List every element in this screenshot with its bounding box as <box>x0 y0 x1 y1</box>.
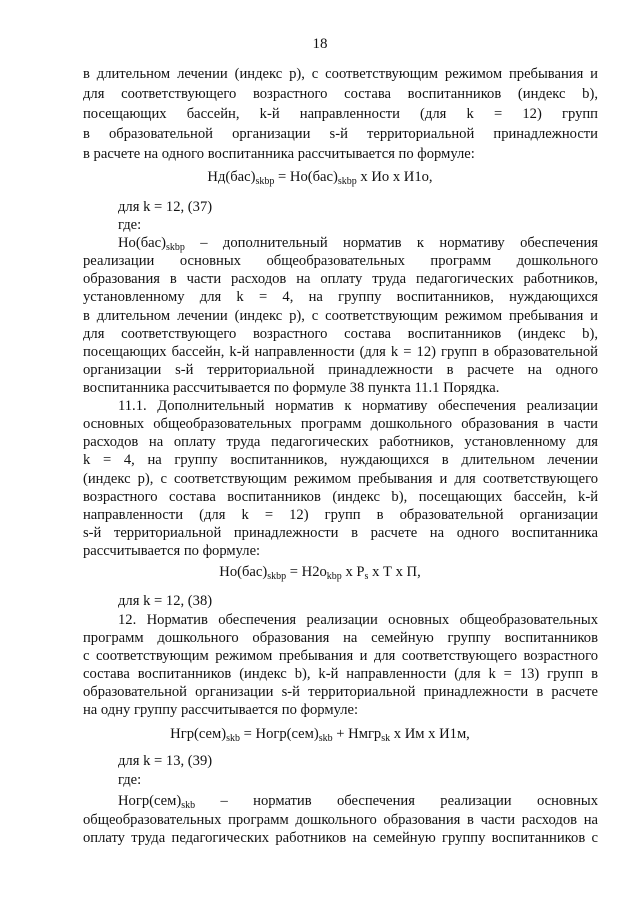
text-line: состава воспитанников (индекс b), k-й направленности (для k = 13) групп в <box>83 666 598 682</box>
text-line: k = 4, на группу воспитанников, нуждающихся в длительном лечении <box>83 452 598 468</box>
text-line: возрастного состава воспитанников (индекс b), посещающих бассейн, k-й <box>83 489 598 505</box>
text-line: s-й территориальной принадлежности в расчете на одного воспитанника <box>83 525 598 541</box>
text-line: в образовательной организации s-й территориальной принадлежности <box>83 126 598 142</box>
text-line: рассчитывается по формуле: <box>83 543 261 559</box>
text-line: расходов на оплату труда педагогических работников, установленному для <box>83 434 598 450</box>
formula-38: $Но(бас)_{skbp} = Н2о_{kbp}$ х $P_s$ х Т х П, <box>219 564 421 582</box>
text-line: в длительном лечении (индекс р), с соответствующим режимом пребывания и <box>83 308 598 324</box>
text-line: 12. Норматив обеспечения реализации основных общеобразовательных <box>118 612 598 628</box>
text-line: с соответствующим режимом пребывания и для соответствующего возрастного <box>83 648 598 664</box>
formula-39: $Нгр(сем)_{skb}$ = $Ногр(сем)_{skb}$ + Нмгр$_{sk}$ х Им х И1м, <box>170 726 470 744</box>
text-line: установленному для k = 4, на группу воспитанников, нуждающихся <box>83 289 598 305</box>
formula-condition: для k = 12, (37) <box>118 199 213 215</box>
formula-condition: для k = 13, (39) <box>118 753 213 769</box>
text-line: образования в части расходов на оплату труда педагогических работников, <box>83 271 598 287</box>
page-number: 18 <box>312 36 328 52</box>
text-line: для соответствующего возрастного состава воспитанников (индекс b), <box>83 326 598 342</box>
formula-condition: для k = 12, (38) <box>118 593 213 609</box>
text-line: посещающих бассейн, k-й направленности (для k = 12) групп <box>83 106 598 122</box>
text-line: направленности (для k = 12) групп в образовательной организации <box>83 507 598 523</box>
where-label: где: <box>118 772 142 788</box>
definition-line: $Ногр(сем)_{skb}$ – норматив обеспечения реализации основных <box>118 793 598 811</box>
text-line: на одну группу рассчитывается по формуле: <box>83 702 359 718</box>
text-line: воспитанника рассчитывается по формуле 38 пункта 11.1 Порядка. <box>83 380 500 396</box>
text-line: общеобразовательных программ дошкольного образования в части расходов на <box>83 812 598 828</box>
text-line: программ дошкольного образования на семейную группу воспитанников <box>83 630 598 646</box>
text-line: основных общеобразовательных программ дошкольного образования в части <box>83 416 598 432</box>
text-line: реализации основных общеобразовательных программ дошкольного <box>83 253 598 269</box>
text-line: в длительном лечении (индекс р), с соответствующим режимом пребывания и <box>83 66 598 82</box>
formula-37: $Нд(бас)_{skbp} = Но(бас)_{skbp}$ х Ио х И1о, <box>207 169 433 187</box>
text-line: в расчете на одного воспитанника рассчитывается по формуле: <box>83 146 475 162</box>
text-line: (индекс р), с соответствующим режимом пребывания и для соответствующего <box>83 471 598 487</box>
text-line: посещающих бассейн, k-й направленности (для k = 12) групп в образовательной <box>83 344 598 360</box>
text-line: 11.1. Дополнительный норматив к нормативу обеспечения реализации <box>118 398 598 414</box>
where-label: где: <box>118 217 142 233</box>
text-line: организации s-й территориальной принадлежности в расчете на одного <box>83 362 598 378</box>
text-line: образовательной организации s-й территориальной принадлежности в расчете <box>83 684 598 700</box>
text-line: оплату труда педагогических работников на семейную группу воспитанников с <box>83 830 598 846</box>
definition-line: $Но(бас)_{skbp}$ – дополнительный норматив к нормативу обеспечения <box>118 235 598 253</box>
text-line: для соответствующего возрастного состава воспитанников (индекс b), <box>83 86 598 102</box>
